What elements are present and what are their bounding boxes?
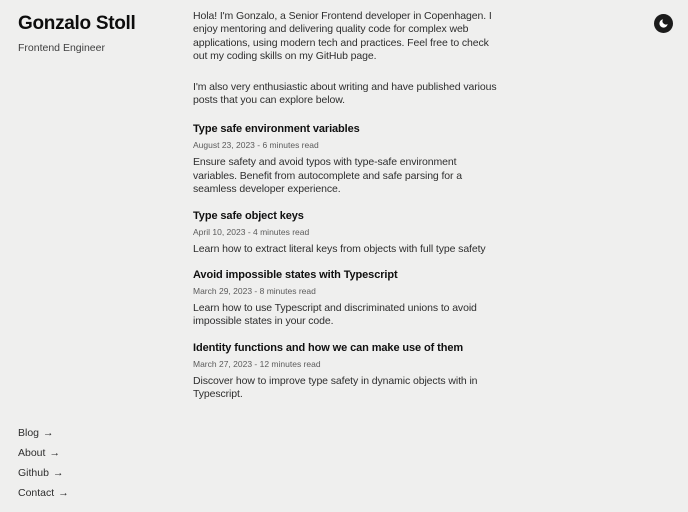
arrow-right-icon: → xyxy=(43,427,54,439)
post-title-link[interactable]: Type safe environment variables xyxy=(193,123,360,136)
post-list xyxy=(193,123,499,401)
nav-link-blog[interactable] xyxy=(18,423,69,443)
nav-link-github[interactable] xyxy=(18,463,69,483)
post-item xyxy=(193,210,499,256)
nav-link-label: About xyxy=(18,447,46,459)
moon-icon xyxy=(658,18,669,29)
post-meta: August 23, 2023 - 6 minutes read xyxy=(193,140,319,151)
post-meta: April 10, 2023 - 4 minutes read xyxy=(193,226,310,237)
post-title-link[interactable]: Avoid impossible states with Typescript xyxy=(193,269,398,282)
arrow-right-icon: → xyxy=(58,487,69,499)
nav-link-label: Contact xyxy=(18,487,55,499)
post-title-link[interactable]: Type safe object keys xyxy=(193,209,304,222)
post-item xyxy=(193,342,499,402)
theme-toggle-button[interactable] xyxy=(654,14,673,33)
nav-link-label: Github xyxy=(18,467,49,479)
bio-paragraph: Hola! I'm Gonzalo, a Senior Frontend developer in Copenhagen. I enjoy mentoring and delivering quality code for complex web applications, using modern tech and practices. Feel free to check out my coding skills on my GitHub page. xyxy=(193,10,492,63)
nav-link-about[interactable] xyxy=(18,443,69,463)
post-meta: March 27, 2023 - 12 minutes read xyxy=(193,358,321,369)
arrow-right-icon: → xyxy=(49,447,60,459)
post-title-link[interactable]: Identity functions and how we can make use of them xyxy=(193,341,464,354)
post-description: Discover how to improve type safety in dynamic objects with in Typescript. xyxy=(193,374,478,401)
nav-link-contact[interactable] xyxy=(18,483,69,503)
post-item xyxy=(193,269,499,329)
post-description: Learn how to extract literal keys from objects with full type safety xyxy=(193,242,486,255)
page-title: Gonzalo Stoll xyxy=(18,13,136,34)
footer-nav xyxy=(18,423,69,503)
post-meta: March 29, 2023 - 8 minutes read xyxy=(193,286,316,297)
post-description: Ensure safety and avoid typos with type-safe environment variables. Benefit from autocomplete and safe parsing for a seamless developer experience. xyxy=(193,156,463,196)
bio-paragraph: I'm also very enthusiastic about writing and have published various posts that you can explore below. xyxy=(193,80,497,107)
arrow-right-icon: → xyxy=(52,467,64,479)
main-content xyxy=(193,10,499,415)
identity-block xyxy=(18,13,136,54)
post-description: Learn how to use Typescript and discriminated unions to avoid impossible states in your code. xyxy=(193,302,477,328)
post-item xyxy=(193,123,499,196)
subtitle: Frontend Engineer xyxy=(18,42,105,54)
nav-link-label: Blog xyxy=(18,427,40,439)
